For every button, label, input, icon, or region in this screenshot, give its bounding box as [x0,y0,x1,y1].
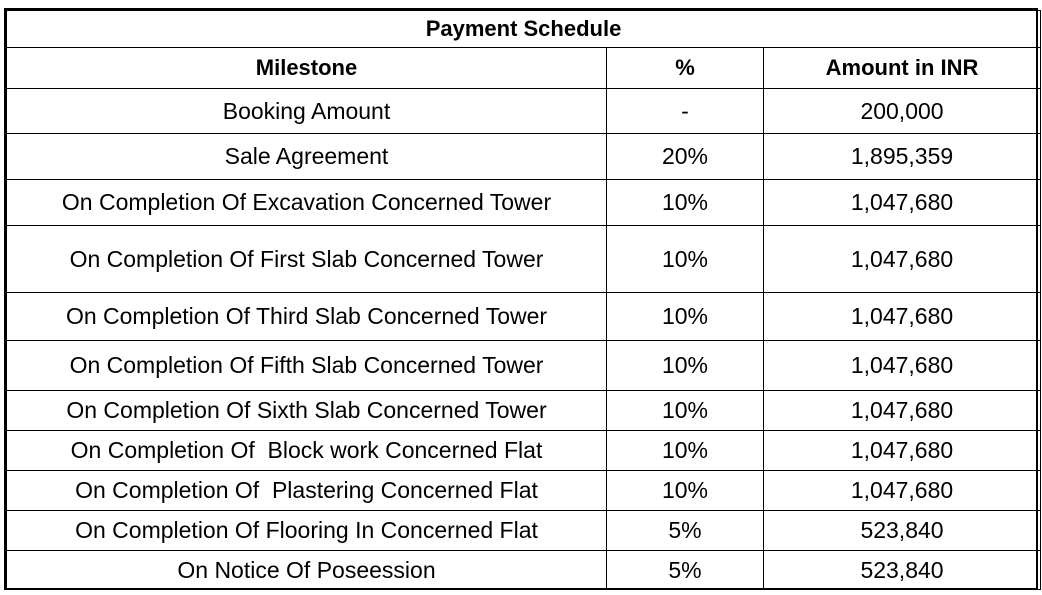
column-header-milestone: Milestone [7,48,607,89]
percent-cell: 10% [607,341,764,391]
amount-cell: 1,047,680 [764,391,1041,431]
table-row [7,511,1041,551]
amount-cell: 1,047,680 [764,293,1041,341]
milestone-cell: On Completion Of Plastering Concerned Flat [7,471,607,511]
percent-cell: 10% [607,293,764,341]
table-row [7,471,1041,511]
amount-cell: 1,047,680 [764,471,1041,511]
payment-schedule-sheet [4,8,1038,590]
milestone-cell: Booking Amount [7,89,607,134]
percent-cell: 20% [607,134,764,180]
table-row [7,431,1041,471]
milestone-cell: On Completion Of Flooring In Concerned Flat [7,511,607,551]
percent-cell: 10% [607,180,764,226]
amount-cell: 1,047,680 [764,226,1041,293]
table-row [7,391,1041,431]
milestone-cell: On Completion Of Third Slab Concerned Tower [7,293,607,341]
table-title: Payment Schedule [7,11,1041,48]
percent-cell: 10% [607,431,764,471]
table-row [7,180,1041,226]
table-title-row [7,11,1041,48]
amount-cell: 200,000 [764,89,1041,134]
milestone-cell: On Notice Of Poseession [7,551,607,590]
amount-cell: 523,840 [764,551,1041,590]
percent-cell: 10% [607,471,764,511]
percent-cell: 5% [607,551,764,590]
column-header-percent: % [607,48,764,89]
milestone-cell: On Completion Of Sixth Slab Concerned Tower [7,391,607,431]
amount-cell: 1,895,359 [764,134,1041,180]
percent-cell: 10% [607,391,764,431]
table-row [7,293,1041,341]
milestone-cell: On Completion Of Fifth Slab Concerned Tower [7,341,607,391]
milestone-cell: On Completion Of Block work Concerned Flat [7,431,607,471]
amount-cell: 1,047,680 [764,341,1041,391]
table-header-row [7,48,1041,89]
column-header-amount: Amount in INR [764,48,1041,89]
amount-cell: 523,840 [764,511,1041,551]
table-row [7,341,1041,391]
percent-cell: 5% [607,511,764,551]
milestone-cell: On Completion Of First Slab Concerned Tower [7,226,607,293]
amount-cell: 1,047,680 [764,431,1041,471]
milestone-cell: On Completion Of Excavation Concerned Tower [7,180,607,226]
percent-cell: 10% [607,226,764,293]
table-row [7,134,1041,180]
amount-cell: 1,047,680 [764,180,1041,226]
milestone-cell: Sale Agreement [7,134,607,180]
table-row [7,89,1041,134]
percent-cell: - [607,89,764,134]
table-row [7,551,1041,590]
table-row [7,226,1041,293]
payment-schedule-table [6,10,1041,590]
